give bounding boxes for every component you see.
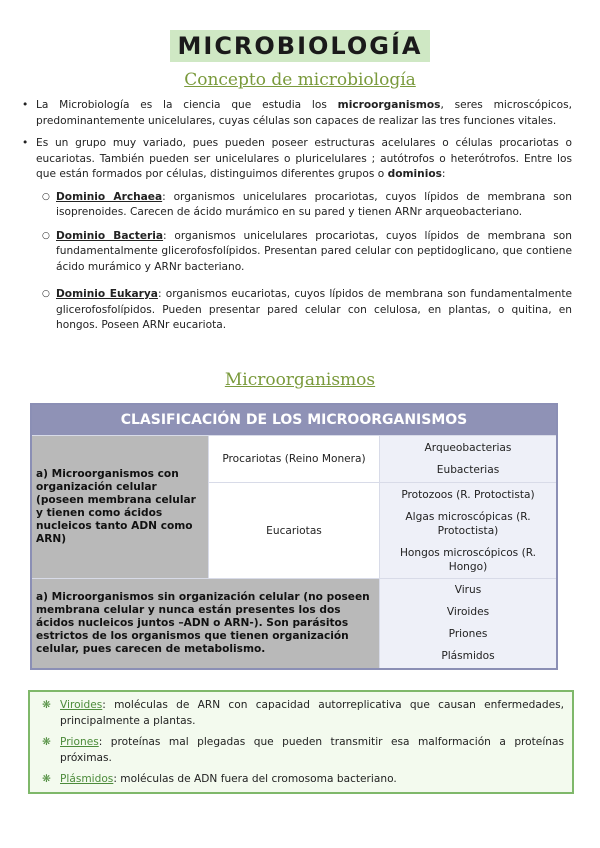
page-title: MICROBIOLOGÍA	[170, 30, 431, 62]
domain-name: Dominio Archaea	[56, 190, 163, 203]
eukaryotes-list	[380, 483, 558, 579]
asterisk-icon: ❋	[42, 699, 51, 711]
note-text: : moléculas de ADN fuera del cromosoma bacteriano.	[113, 773, 397, 785]
domain-archaea	[22, 190, 572, 221]
domain-name: Dominio Eukarya	[56, 288, 158, 300]
note-priones	[30, 735, 572, 766]
bullet1-text-b: , seres microscópicos, predominantemente unicelulares, cuyas células son capaces de realizar las tres funciones vitales.	[36, 99, 572, 127]
section-title-concept: Concepto de microbiología	[184, 70, 416, 90]
classification-table	[30, 403, 558, 670]
title-wrap	[0, 30, 600, 62]
note-text: : proteínas mal plegadas que pueden transmitir esa malformación a proteínas próximas.	[60, 736, 564, 764]
domain-text: : organismos unicelulares procariotas, cuyos lípidos de membrana son fundamentalmente glicerofosfolípidos. Presentan pared celular con peptidoglicano, que contiene ácido murámico y ARNr bacteriano.	[56, 229, 573, 273]
list-item: Virus	[454, 584, 482, 597]
domain-eukarya	[22, 287, 572, 334]
note-term: Viroides	[60, 699, 103, 711]
note-term: Plásmidos	[60, 773, 114, 785]
eukaryotes-cell: Eucariotas	[209, 483, 380, 579]
circle-bullet-icon: ○	[42, 230, 50, 241]
note-plasmidos	[30, 772, 572, 788]
list-item: Priones	[448, 628, 488, 641]
bullet-dot-icon: •	[22, 99, 29, 111]
intro-content	[22, 98, 572, 342]
bullet1-bold: microorganismos	[337, 99, 441, 111]
acellular-group-cell: a) Microorganismos sin organización celular (no poseen membrana celular y nunca están presentes los dos ácidos nucleicos juntos –ADN o ARN-). Son parásitos estrictos de los organismos que tienen organización celular, pues carecen de metabolismo.	[31, 579, 380, 669]
list-item: Eubacterias	[436, 464, 500, 476]
note-term: Priones	[60, 736, 99, 748]
acellular-list	[380, 579, 558, 669]
prokaryotes-list	[380, 436, 558, 483]
prokaryotes-cell: Procariotas (Reino Monera)	[209, 436, 380, 483]
list-item: Plásmidos	[441, 650, 495, 663]
table-header: CLASIFICACIÓN DE LOS MICROORGANISMOS	[31, 404, 557, 436]
domain-bacteria	[22, 229, 572, 276]
bullet1-text-a: La Microbiología es la ciencia que estudia los	[36, 99, 338, 111]
domain-name: Dominio Bacteria	[56, 229, 164, 242]
cellular-group-cell: a) Microorganismos con organización celular (poseen membrana celular y tienen como ácidos nucleicos tanto ADN como ARN)	[31, 436, 209, 579]
bullet-dot-icon: •	[22, 137, 29, 149]
list-item: Arqueobacterias	[424, 442, 512, 454]
bullet2-text-a: Es un grupo muy variado, pues pueden poseer estructuras acelulares o células procariotas o eucariotas. También pueden ser unicelulares o pluricelulares ; autótrofos o heterótrofos. Entre los que están formados por células, distinguimos diferentes grupos o	[36, 137, 572, 180]
bullet2-text-b: :	[441, 168, 446, 180]
domain-text: : organismos eucariotas, cuyos lípidos de membrana son fundamentalmente glicerofosfolípidos. Pueden presentar pared celular con celulosa, en plantas, o quitina, en hongos. Poseen ARNr eucariota.	[56, 288, 573, 331]
section-title-microorganisms: Microorganismos	[224, 370, 376, 390]
list-item: Hongos microscópicos (R. Hongo)	[399, 546, 537, 573]
list-item: Protozoos (R. Protoctista)	[401, 488, 535, 501]
definitions-box	[28, 690, 574, 794]
list-item: Algas microscópicas (R. Protoctista)	[405, 510, 531, 537]
note-text: : moléculas de ARN con capacidad autorreplicativa que causan enfermedades, principalmente a plantas.	[60, 699, 564, 727]
list-item: Viroides	[446, 606, 490, 619]
bullet-variety	[22, 136, 572, 183]
note-viroides	[30, 698, 572, 729]
bullet-definition	[22, 98, 572, 129]
bullet2-bold: dominios	[387, 168, 442, 180]
asterisk-icon: ❋	[42, 773, 51, 785]
circle-bullet-icon: ○	[42, 191, 50, 202]
asterisk-icon: ❋	[42, 736, 51, 748]
domain-text: : organismos unicelulares procariotas, cuyos lípidos de membrana son isoprenoides. Carecen de ácido murámico en su pared y tienen ARNr arqueobacteriano.	[56, 190, 572, 218]
circle-bullet-icon: ○	[42, 289, 50, 299]
